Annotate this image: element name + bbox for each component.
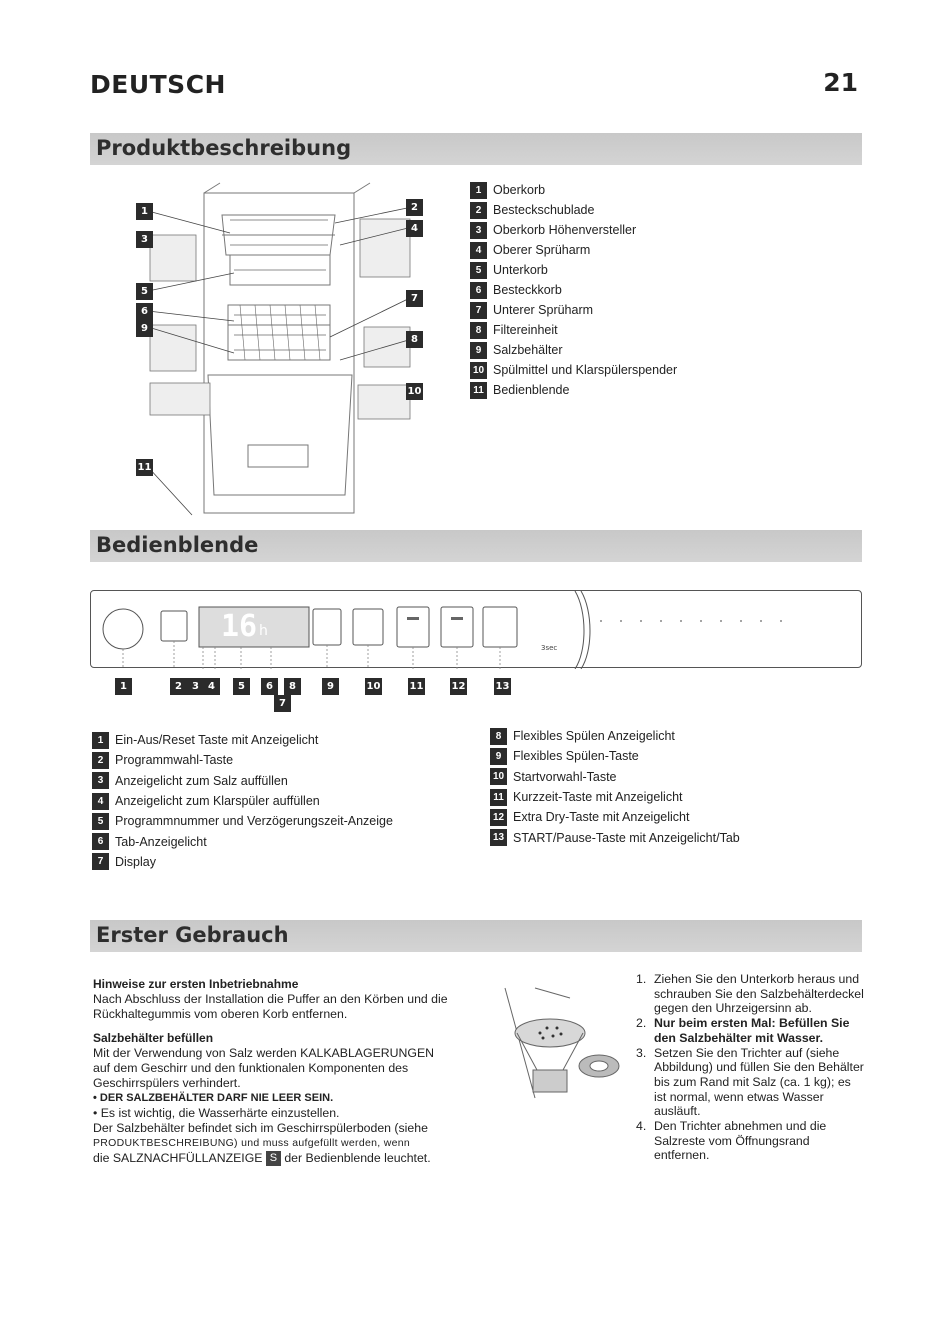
legend-label: Unterkorb (493, 263, 548, 277)
callout-11: 11 (136, 459, 153, 476)
panel-callout: 5 (233, 678, 250, 695)
legend-item (92, 852, 393, 872)
legend-label: Oberkorb Höhenversteller (493, 223, 637, 237)
display-unit: h (259, 623, 268, 639)
salt-indicator-label: die SALZNACHFÜLLANZEIGE (93, 1151, 263, 1165)
legend-label: Besteckkorb (493, 283, 562, 297)
legend-item (470, 260, 677, 280)
panel-legend-right (490, 726, 740, 848)
panel-callout: 1 (115, 678, 132, 695)
legend-number: 10 (490, 768, 507, 785)
legend-number: 5 (92, 813, 109, 830)
panel-callout: 8 (284, 678, 301, 695)
legend-label: Besteckschublade (493, 203, 595, 217)
legend-number: 11 (490, 789, 507, 806)
panel-legend-left (92, 730, 393, 872)
legend-number: 8 (490, 728, 507, 745)
page-number: 21 (823, 68, 858, 97)
legend-label: Flexibles Spülen Anzeigelicht (513, 729, 675, 744)
legend-label: Salzbehälter (493, 343, 563, 357)
legend-item (490, 767, 740, 787)
section-title: Erster Gebrauch (96, 923, 289, 947)
legend-item (470, 280, 677, 300)
legend-item (92, 811, 393, 831)
legend-label: Flexibles Spülen-Taste (513, 749, 639, 764)
panel-callout: 12 (450, 678, 467, 695)
bullet-never-empty: • DER SALZBEHÄLTER DARF NIE LEER SEIN. (93, 1092, 334, 1104)
panel-callout: 10 (365, 678, 382, 695)
paragraph-location-1: Der Salzbehälter befindet sich im Geschirrspülerboden (siehe (93, 1121, 428, 1135)
legend-label: Ein-Aus/Reset Taste mit Anzeigelicht (115, 733, 319, 748)
display-program-number: 16 (221, 609, 258, 644)
legend-number: 12 (490, 809, 507, 826)
legend-number: 9 (470, 342, 487, 359)
legend-number: 7 (92, 853, 109, 870)
heading-salt: Salzbehälter befüllen (93, 1031, 214, 1045)
legend-number: 1 (470, 182, 487, 199)
step-text: Nur beim ersten Mal: Befüllen Sie den Salzbehälter mit Wasser. (654, 1016, 850, 1045)
legend-item (470, 380, 677, 400)
bullet-water-hardness: • Es ist wichtig, die Wasserhärte einzustellen. (93, 1106, 340, 1120)
panel-callout: 4 (203, 678, 220, 695)
legend-label: Bedienblende (493, 383, 570, 397)
legend-number: 6 (470, 282, 487, 299)
legend-label: Anzeigelicht zum Salz auffüllen (115, 773, 288, 788)
legend-item (470, 360, 677, 380)
step-item (636, 1046, 864, 1120)
callout-3: 3 (136, 231, 153, 248)
step-item (636, 972, 864, 1016)
callout-5: 5 (136, 283, 153, 300)
step-number: 4. (636, 1119, 647, 1134)
panel-callout: 6 (261, 678, 278, 695)
legend-item (490, 726, 740, 746)
legend-number: 7 (470, 302, 487, 319)
legend-label: Programmwahl-Taste (115, 753, 234, 768)
legend-item (92, 831, 393, 851)
legend-number: 3 (92, 772, 109, 789)
step-text: Den Trichter abnehmen und die Salzreste vom Öffnungsrand entfernen. (654, 1119, 827, 1163)
callout-2: 2 (406, 199, 423, 216)
panel-callout: 2 (170, 678, 187, 695)
hold-time-label: 3sec (541, 644, 558, 652)
legend-item (490, 787, 740, 807)
step-text: Setzen Sie den Trichter auf (siehe Abbildung) und füllen Sie den Behälter bis zum Rand mit Salz (ca. 1 kg); es ist normal, wenn etwas Wasser ausläuft. (654, 1045, 864, 1119)
legend-item (470, 340, 677, 360)
legend-item (470, 180, 677, 200)
legend-number: 5 (470, 262, 487, 279)
legend-item (490, 807, 740, 827)
section-header-product (90, 133, 862, 165)
salt-funnel-illustration (495, 978, 625, 1108)
legend-number: 2 (92, 752, 109, 769)
legend-label: Programmnummer und Verzögerungszeit-Anzeige (115, 814, 393, 829)
salt-indicator-icon: S (266, 1151, 281, 1166)
panel-callout: 7 (274, 695, 291, 712)
panel-callout: 9 (322, 678, 339, 695)
dishwasher-diagram (130, 175, 430, 525)
callout-7: 7 (406, 290, 423, 307)
legend-item (92, 730, 393, 750)
legend-label: Anzeigelicht zum Klarspüler auffüllen (115, 794, 320, 809)
section-title: Produktbeschreibung (96, 136, 352, 160)
legend-item (470, 240, 677, 260)
legend-label: Oberer Sprüharm (493, 243, 591, 257)
legend-item (470, 220, 677, 240)
page-language: DEUTSCH (90, 70, 226, 99)
callout-10: 10 (406, 383, 423, 400)
legend-item (92, 771, 393, 791)
legend-label: START/Pause-Taste mit Anzeigelicht/Tab (513, 830, 740, 845)
legend-label: Spülmittel und Klarspülerspender (493, 363, 678, 377)
legend-label: Startvorwahl-Taste (513, 769, 617, 784)
callout-8: 8 (406, 331, 423, 348)
step-item (636, 1016, 864, 1045)
legend-label: Unterer Sprüharm (493, 303, 594, 317)
legend-number: 9 (490, 748, 507, 765)
legend-number: 6 (92, 833, 109, 850)
step-number: 3. (636, 1045, 647, 1060)
section-header-first-use (90, 920, 862, 952)
legend-item (92, 791, 393, 811)
legend-number: 10 (470, 362, 487, 379)
legend-number: 1 (92, 732, 109, 749)
legend-label: Extra Dry-Taste mit Anzeigelicht (513, 810, 690, 825)
step-number: 2. (636, 1016, 647, 1031)
callout-1: 1 (136, 203, 153, 220)
legend-label: Oberkorb (493, 183, 546, 197)
panel-callout: 11 (408, 678, 425, 695)
callout-9: 9 (136, 320, 153, 337)
section-header-panel (90, 530, 862, 562)
legend-item (470, 200, 677, 220)
heading-first-use: Hinweise zur ersten Inbetriebnahme (93, 977, 299, 991)
step-item (636, 1119, 864, 1163)
legend-number: 8 (470, 322, 487, 339)
step-text: Ziehen Sie den Unterkorb heraus und schrauben Sie den Salzbehälterdeckel gegen den Uhrzeigersinn ab. (654, 972, 864, 1016)
legend-item (470, 300, 677, 320)
callout-6: 6 (136, 303, 153, 320)
panel-callout: 13 (494, 678, 511, 695)
paragraph-first-use: Nach Abschluss der Installation die Puffer an den Körben und die Rückhaltegummis vom oberen Korb entfernen. (93, 992, 448, 1021)
panel-callout: 3 (187, 678, 204, 695)
legend-item (490, 746, 740, 766)
legend-label: Filtereinheit (493, 323, 558, 337)
legend-label: Tab-Anzeigelicht (115, 834, 207, 849)
paragraph-location-2: PRODUKTBESCHREIBUNG) und muss aufgefüllt werden, wenn (93, 1137, 411, 1149)
legend-number: 4 (470, 242, 487, 259)
legend-item (490, 827, 740, 847)
paragraph-salt: Mit der Verwendung von Salz werden KALKABLAGERUNGEN auf dem Geschirr und den funktionalen Komponenten des Geschirrspülers verhindert. (93, 1046, 435, 1090)
step-number: 1. (636, 972, 647, 986)
first-use-text (93, 977, 453, 1166)
section-title: Bedienblende (96, 533, 259, 557)
control-panel (90, 590, 862, 668)
legend-number: 4 (92, 793, 109, 810)
product-legend (470, 180, 677, 400)
legend-number: 3 (470, 222, 487, 239)
legend-item (92, 750, 393, 770)
legend-number: 2 (470, 202, 487, 219)
legend-label: Display (115, 854, 156, 869)
first-use-steps (636, 972, 864, 1163)
paragraph-location-3 (93, 1151, 453, 1166)
legend-label: Kurzzeit-Taste mit Anzeigelicht (513, 790, 683, 805)
callout-4: 4 (406, 220, 423, 237)
legend-number: 11 (470, 382, 487, 399)
salt-indicator-suffix: der Bedienblende leuchtet. (284, 1151, 431, 1165)
legend-number: 13 (490, 829, 507, 846)
legend-item (470, 320, 677, 340)
